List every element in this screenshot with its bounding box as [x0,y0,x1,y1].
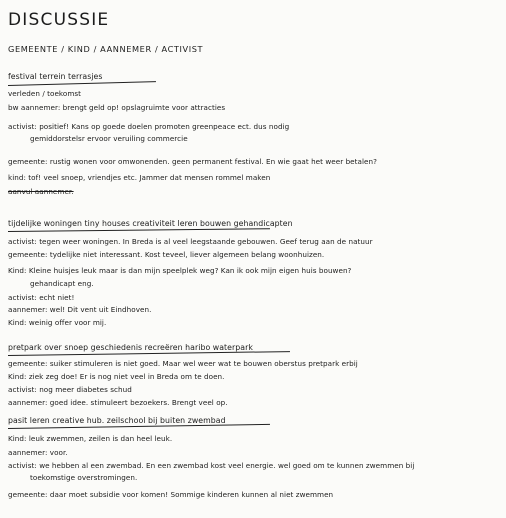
note-line: toekomstige overstromingen. [30,473,138,482]
note-line: Kind: leuk zwemmen, zeilen is dan heel leuk. [8,434,173,443]
section-heading-festival: festival terrein terrasjes [8,72,103,81]
note-line: verleden / toekomst [8,89,82,98]
note-line: aannemer: wel! Dit vent uit Eindhoven. [8,305,152,314]
note-line: Kind: weinig offer voor mij. [8,318,107,327]
note-line: activist: we hebben al een zwembad. En een zwembad kost veel energie. wel goed om te kunnen zwemmen bij [8,461,415,470]
section-heading-pretpark: pretpark over snoep geschiedenis recreëren haribo waterpark [8,343,253,352]
note-line: activist: tegen weer woningen. In Breda is al veel leegstaande gebouwen. Geef terug aan de natuur [8,237,373,246]
section-heading-zwembad: pasit leren creative hub. zeilschool bij buiten zwembad [8,416,226,425]
note-line: activist: nog meer diabetes schud [8,385,132,394]
note-line: Kind: ziek zeg doe! Er is nog niet veel in Breda om te doen. [8,372,225,381]
note-line: aannemer: voor. [8,448,68,457]
note-line: gemeente: daar moet subsidie voor komen! Sommige kinderen kunnen al niet zwemmen [8,490,334,499]
note-line: kind: tof! veel snoep, vriendjes etc. Jammer dat mensen rommel maken [8,173,271,182]
note-line: gemeente: rustig wonen voor omwonenden. geen permanent festival. En wie gaat het weer betalen? [8,157,377,166]
note-line: activist: echt niet! [8,293,75,302]
note-line: aannemer: goed idee. stimuleert bezoekers. Brengt veel op. [8,398,228,407]
note-line: Kind: Kleine huisjes leuk maar is dan mijn speelplek weg? Kan ik ook mijn eigen huis bouwen? [8,266,352,275]
page-title: DISCUSSIE [8,10,110,30]
note-line: bw aannemer: brengt geld op! opslagruimte voor attracties [8,103,226,112]
note-line-crossed: aanvul aannemer. [8,187,74,196]
note-line: activist: positief! Kans op goede doelen promoten greenpeace ect. dus nodig [8,122,290,131]
section-heading-tiny-houses: tijdelijke woningen tiny houses creativiteit leren bouwen gehandicapten [8,219,293,228]
note-line: gemeente: suiker stimuleren is niet goed. Maar wel weer wat te bouwen oberstus pretpark erbij [8,359,358,368]
note-line: gemeente: tydelijke niet interessant. Kost teveel, liever algemeen belang woonhuizen. [8,250,325,259]
roles-line: GEMEENTE / KIND / AANNEMER / ACTIVIST [8,44,204,54]
note-line: gehandicapt eng. [30,279,94,288]
note-line: gemiddorstelsr ervoor veruiling commercie [30,134,188,143]
